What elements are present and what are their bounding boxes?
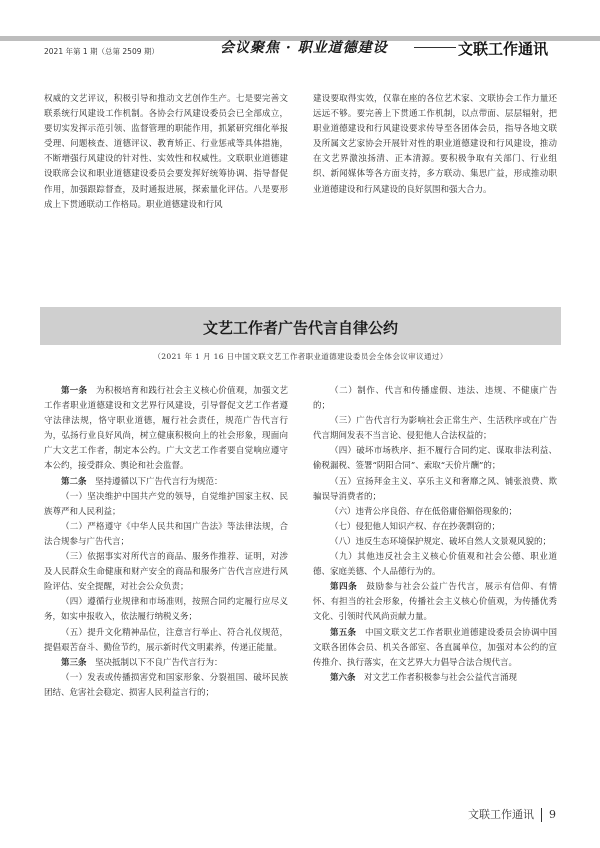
clause-paragraph (44, 384, 288, 475)
top-left-column (44, 92, 288, 213)
clause-text: （五）宣扬拜金主义、享乐主义和奢靡之风、铺张浪费、欺骗误导消费者的； (313, 476, 557, 502)
clause-paragraph (313, 475, 557, 505)
clause-text: 鼓励参与社会公益广告代言，展示有信仰、有情怀、有担当的社会形象，传播社会主义核心价值观，为传播优秀文化、引领时代风尚贡献力量。 (313, 582, 557, 623)
clause-label: 第二条 (61, 476, 87, 487)
clause-text: （三）广告代言行为影响社会正常生产、生活秩序或在广告代言期间发表不当言论、侵犯他人合法权益的； (313, 416, 557, 442)
footer-divider (541, 808, 542, 822)
clause-text: （二）制作、代言和传播虚假、违法、违规、不健康广告的； (313, 386, 557, 412)
clause-label: 第五条 (330, 627, 357, 638)
article-title: 文艺工作者广告代言自律公约 (202, 319, 398, 337)
clause-paragraph (313, 671, 557, 686)
clause-text: 中国文联文艺工作者职业道德建设委员会协调中国文联各团体会员、机关各部室、各直属单位，加强对本公约的宣传推介、执行落实，在文艺界大力倡导合法合规代言。 (313, 627, 557, 668)
clause-label: 第三条 (61, 657, 87, 668)
article-left-column (44, 384, 288, 701)
clause-text: （八）违反生态环境保护规定、破坏自然人文景观风貌的； (330, 536, 552, 547)
clause-text: （一）发表或传播损害党和国家形象、分裂祖国、破坏民族团结、危害社会稳定、损害人民利益言行的； (44, 672, 288, 698)
clause-text: （三）依据事实对所代言的商品、服务作推荐、证明，对涉及人民群众生命健康和财产安全的商品和服务广告代言应进行风险评估、安全提醒，对社会公众负责； (44, 552, 288, 593)
clause-text: 为积极培育和践行社会主义核心价值观，加强文艺工作者职业道德建设和文艺界行风建设，引导督促文艺工作者遵守法律法规，恪守职业道德，履行社会责任，规范广告代言行为，弘扬行业良好风尚，树立健康积极向上的社会形象，现面向广大文艺工作者，制定本公约。广大文艺工作者要自觉响应遵守本公约，接受群众、舆论和社会监督。 (44, 386, 288, 472)
clause-paragraph (44, 595, 288, 625)
clause-text: 对文艺工作者积极参与社会公益代言涌现 (364, 672, 518, 683)
issue-number: 2021 年第 1 期（总第 2509 期） (44, 47, 159, 56)
clause-paragraph (44, 520, 288, 550)
clause-text: （二）严格遵守《中华人民共和国广告法》等法律法规，合法合规参与广告代言； (44, 521, 288, 547)
clause-paragraph (313, 535, 557, 550)
clause-text: 坚持遵循以下广告代言行为规范： (95, 476, 223, 487)
page-number: 9 (549, 808, 556, 821)
clause-label: 第六条 (330, 672, 356, 683)
section-slogan: 会议聚焦 · 职业道德建设 (220, 40, 388, 56)
clause-paragraph (44, 475, 288, 490)
header-rule (414, 47, 456, 48)
article-subtitle: （2021 年 1 月 16 日中国文联文艺工作者职业道德建设委员会全体会议审议通过） (153, 352, 448, 361)
clause-paragraph (313, 520, 557, 535)
footer-journal-name: 文联工作通讯 (468, 808, 534, 821)
body-paragraph: 权威的文艺评议，积极引导和推动文艺创作生产。七是要完善文联系统行风建设工作机制。各协会行风建设委员会已全部成立，要切实发挥示范引领、监督管理的职能作用，抓紧研究细化举报受理、问题核查、道德评议、教育矫正、行业惩戒等具体措施，不断增强行风建设的针对性、实效性和权威性。文联职业道德建设联席会议和职业道德建设委员会要发挥好统筹协调、指导督促作用，加强跟踪督查，及时通报进展，探索量化评估。八是要形成上下贯通联动工作格局。职业道德建设和行风 (44, 94, 288, 210)
clause-paragraph (44, 550, 288, 595)
clause-text: （四）遵循行业规律和市场准则，按照合同约定履行应尽义务，如实申报收入，依法履行纳税义务； (44, 597, 288, 623)
article-title-banner (40, 307, 561, 345)
clause-text: （九）其他违反社会主义核心价值观和社会公德、职业道德、家庭美德、个人品德行为的。 (313, 552, 557, 578)
clause-text: （四）破坏市场秩序、拒不履行合同约定、谋取非法利益、偷税漏税、签署“阴阳合同”、索取“天价片酬”的； (313, 446, 557, 472)
article-right-column (313, 384, 557, 686)
clause-text: （七）侵犯他人知识产权、存在抄袭剽窃的； (330, 521, 501, 532)
clause-label: 第一条 (61, 386, 88, 396)
clause-paragraph (313, 550, 557, 580)
clause-label: 第四条 (330, 582, 358, 593)
clause-paragraph (313, 414, 557, 444)
top-right-column (313, 92, 557, 198)
clause-paragraph (313, 626, 557, 671)
body-paragraph: 建设要取得实效，仅靠在座的各位艺术家、文联协会工作力量还远远不够。要完善上下贯通工作机制，以点带面、层层辐射，把职业道德建设和行风建设要求传导至各团体会员，指导各地文联及所属文艺家协会开展针对性的职业道德建设和行风建设，推动在文艺界激浊扬清、正本清源。要积极争取有关部门、行业组织、新闻媒体等各方面支持，多方联动、集思广益，形成推动职业道德建设和行风建设的良好氛围和强大合力。 (313, 94, 557, 195)
clause-paragraph (313, 580, 557, 625)
clause-paragraph (44, 656, 288, 671)
journal-brand: 文联工作通讯 (458, 40, 549, 58)
clause-paragraph (313, 505, 557, 520)
clause-paragraph (44, 490, 288, 520)
clause-paragraph (313, 384, 557, 414)
clause-text: 坚决抵制以下不良广告代言行为： (95, 657, 223, 668)
clause-text: （一）坚决维护中国共产党的领导，自觉维护国家主权、民族尊严和人民利益； (44, 491, 288, 517)
clause-text: （五）提升文化精神品位，注意言行举止、符合礼仪规范，提倡艰苦奋斗、勤俭节约，展示新时代文明素养，传递正能量。 (44, 627, 288, 653)
clause-text: （六）违背公序良俗、存在低俗庸俗媚俗现象的； (330, 506, 518, 517)
clause-paragraph (44, 626, 288, 656)
page-header (0, 0, 600, 62)
page-footer (468, 806, 556, 822)
clause-paragraph (44, 671, 288, 701)
clause-paragraph (313, 444, 557, 474)
